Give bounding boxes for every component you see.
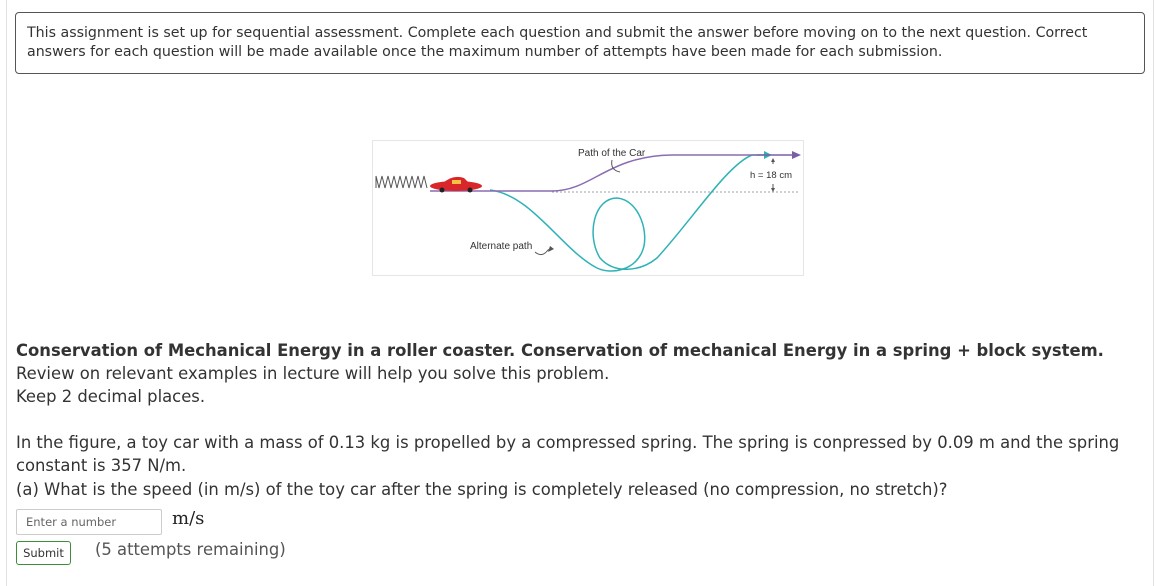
question-part-a: (a) What is the speed (in m/s) of the toy car after the spring is completely released (no compression, no stretch)? [16,480,948,499]
label-height: h = 18 cm [750,170,792,181]
attempts-remaining: (5 attempts remaining) [95,540,286,559]
question-statement: In the figure, a toy car with a mass of 0.13 kg is propelled by a compressed spring. The spring is conpressed by 0.09 m and the spring constant is 357 N/m. [16,433,1120,475]
review-instruction: Review on relevant examples in lecture will help you solve this problem. [16,364,610,383]
answer-unit: m/s [172,508,205,529]
submit-button[interactable]: Submit [16,541,71,565]
label-path-of-car: Path of the Car [578,148,646,159]
roller-coaster-figure [372,140,804,276]
label-alternate-path: Alternate path [470,241,533,252]
decimal-instruction: Keep 2 decimal places. [16,387,206,406]
sequential-assessment-notice [15,12,1145,74]
problem-heading: Conservation of Mechanical Energy in a roller coaster. Conservation of mechanical Energy in a spring + block system. [16,341,1104,360]
notice-text: This assignment is set up for sequential assessment. Complete each question and submit the answer before moving on to the next question. Correct answers for each question will be made available once the maximum number of attempts have been made for each submission. [27,25,1088,60]
figure-svg [372,140,804,276]
question-text [16,431,1148,501]
answer-input[interactable] [16,509,162,535]
